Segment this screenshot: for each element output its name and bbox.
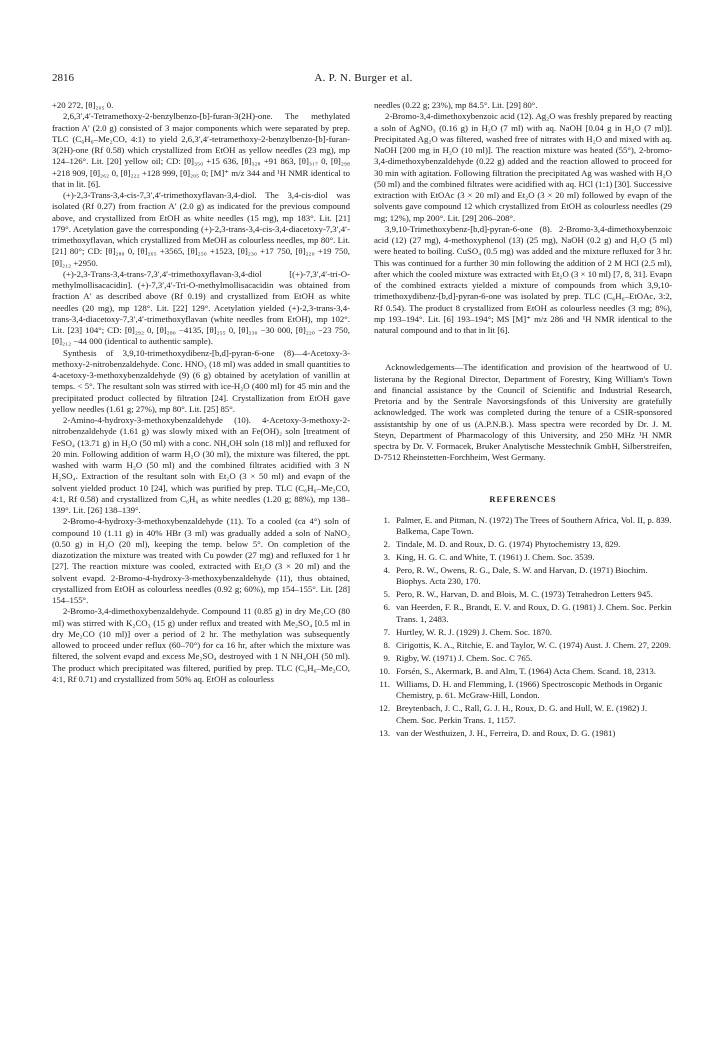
paragraph: 2-Bromo-3,4-dimethoxybenzaldehyde. Compound 11 (0.85 g) in dry Me₂CO (80 ml) was stirred with K₂CO₃ (15 g) under reflux and treated with Me₂SO₄ [0.5 ml in dry Me₂CO (10 ml)] over a period of 2 hr. The methylation was subsequently allowed to proceed under reflux (60–70°) for ca 16 hr, after which the mixture was filtered, the solvent evapd and excess Me₂SO₄ destroyed with 1 N NH₄OH (50 ml). The product which precipitated was filtered, purified by prep. TLC (C₆H₆–Me₂CO, 4:1, Rf 0.71) and crystallized from 50% aq. EtOH as colourless <box>52 606 350 684</box>
reference-text: Tindale, M. D. and Roux, D. G. (1974) Phytochemistry 13, 829. <box>396 539 621 550</box>
paragraph: (+)-2,3-Trans-3,4-trans-7,3′,4′-trimethoxyflavan-3,4-diol [(+)-7,3′,4′-tri-O-methylmollisacacidin]. (+)-7,3′,4′-Tri-O-methylmollisacacidin was obtained from fraction A′ as described above (Rf 0.19) and crystallized from EtOH as white needles (20 mg), mp 128°. Lit. [22] 129°. Acetylation yielded (+)-2,3-trans-3,4-trans-3,4-diacetoxy-7,3′,4′-trimethoxyflavan (white needles from EtOH), mp 102°. Lit. [23] 104°; CD: [θ]₂₉₂ 0, [θ]₂₈₀ −4135, [θ]₂₅₅ 0, [θ]₂₃₀ −30 000, [θ]₂₂₀ −23 750, [θ]₂₁₂ −44 000 (identical to authentic sample). <box>52 268 350 347</box>
reference-number: 2. <box>383 539 390 550</box>
reference-number: 13. <box>379 727 390 738</box>
reference-number: 6. <box>383 602 390 613</box>
right-column <box>374 100 672 741</box>
reference-item <box>374 653 672 664</box>
paragraph: Synthesis of 3,9,10-trimethoxydibenz-[b,d]-pyran-6-one (8)—4-Acetoxy-3-methoxy-2-nitrobenzaldehyde. Conc. HNO₃ (18 ml) was added in small quantities to 4-acetoxy-3-methoxybenzaldehyde (9) (6 g) obtained by acetylation of vanillin at temps. < 5°. The resultant soln was stirred with ice-H₂O (400 ml) for 45 min and the precipitated product collected by filtration [24]. Crystallization from EtOH gave yellow needles (1.61 g; 27%), mp 80°. Lit. [25] 85°. <box>52 347 350 414</box>
reference-item <box>374 539 672 550</box>
reference-item <box>374 627 672 638</box>
paragraph: 3,9,10-Trimethoxybenz-[b,d]-pyran-6-one (8). 2-Bromo-3,4-dimethoxybenzoic acid (12) (27 mg), 4-methoxyphenol (13) (25 mg), NaOH (0.2 g) and H₂O (5 ml) were heated to boiling. CuSO₄ (0.5 mg) was added and the mixture refluxed for 3 hr. This was continued for a further 30 min following the addition of 2 M HCl (2.5 ml), after which the cooled mixture was extracted with Et₂O (3 × 10 ml) [7, 8, 31]. Evapn of the combined extracts yielded a mixture of compounds from which 3,9,10-trimethoxydibenz-[b,d]-pyran-6-one was isolated by prep. TLC (C₆H₆–EtOAc, 3:2, Rf 0.54). The product 8 crystallized from EtOH as colourless needles (3 mg; 8%), mp 193–194°. Lit. [6] 193–194°; MS [M]⁺ m/z 286 and ¹H NMR identical to the natural compound and to that in lit [6]. <box>374 223 672 335</box>
reference-text: Pero, R. W., Harvan, D. and Blois, M. C. (1973) Tetrahedron Letters 945. <box>396 589 653 600</box>
reference-item <box>374 666 672 677</box>
reference-number: 9. <box>383 652 390 663</box>
reference-item <box>374 679 672 702</box>
reference-item <box>374 515 672 538</box>
reference-text: King, H. G. C. and White, T. (1961) J. Chem. Soc. 3539. <box>396 552 595 563</box>
reference-item <box>374 640 672 651</box>
reference-text: Forsén, S., Akermark, B. and Alm, T. (1964) Acta Chem. Scand. 18, 2313. <box>396 665 656 676</box>
reference-item <box>374 589 672 600</box>
reference-text: Hurtley, W. R. J. (1929) J. Chem. Soc. 1870. <box>396 626 552 637</box>
reference-number: 3. <box>383 552 390 563</box>
paragraph: 2,6,3′,4′-Tetramethoxy-2-benzylbenzo-[b]-furan-3(2H)-one. The methylated fraction A′ (2.0 g) consisted of 3 major components which were separated by prep. TLC (C₆H₆–Me₂CO, 4:1) to yield 2,6,3′,4′-tetramethoxy-2-benzylbenzo-[b]-furan-3(2H)-one (Rf 0.58) which crystallized from EtOH as yellow needles (23 mg), mp 124–126°. Lit. [20] yellow oil; CD: [θ]₃₅₀ +15 636, [θ]₃₂₈ +91 863, [θ]₃₁₇ 0, [θ]₂₉₈ +218 909, [θ]₂₆₂ 0, [θ]₂₂₂ +128 999, [θ]₂₀₅ 0; [M]⁺ m/z 344 and ¹H NMR identical to that in lit. [6]. <box>52 111 350 189</box>
references-heading: REFERENCES <box>489 493 557 504</box>
reference-text: Cirigottis, K. A., Ritchie, E. and Taylor, W. C. (1974) Aust. J. Chem. 27, 2209. <box>396 639 671 650</box>
paragraph: 2-Amino-4-hydroxy-3-methoxybenzaldehyde (10). 4-Acetoxy-3-methoxy-2-nitrobenzaldehyde (1.61 g) was slowly mixed with an Fe(OH)₂ soln [treatment of FeSO₄ (13.71 g) in H₂O (50 ml) with a conc. NH₄OH soln (18 ml)] and refluxed for 20 min. Following addition of warm H₂O (30 ml), the mixture was filtered, the ppt. washed with warm H₂O (50 ml) and the combined filtrates acidified with 3 N H₂SO₄. Extraction of the resultant soln with Et₂O (3 × 50 ml) and evapn of the solvent yielded product 10 [24], which was purified by prep. TLC (C₆H₆–Me₂CO, 4:1, Rf 0.58) and crystallized from C₆H₆ as white needles (1.20 g; 88%), mp 138–139°. Lit. [26] 138–139°. <box>52 415 350 515</box>
paragraph: +20 272, [θ]₂₀₅ 0. <box>52 100 114 110</box>
page-number: 2816 <box>52 72 74 84</box>
reference-text: Williams, D. H. and Flemming, I. (1966) Spectroscopic Methods in Organic Chemistry, p. 61. McGraw-Hill, London. <box>396 678 663 701</box>
reference-item <box>374 602 672 625</box>
paragraph: (+)-2,3-Trans-3,4-cis-7,3′,4′-trimethoxyflavan-3,4-diol. The 3,4-cis-diol was isolated (Rf 0.27) from fraction A′ (2.0 g) as indicated for the previous compound above, and crystallized from EtOH as white needles (15 mg), mp 183°. Lit. [21] 179°. Acetylation gave the corresponding (+)-2,3-trans-3,4-cis-3,4-diacetoxy-7,3′,4′-trimethoxyflavan, which crystallized from MeOH as colourless needles, mp 80°. Lit. [21] 80°; CD: [θ]₂₈₀ 0, [θ]₂₆₅ +3565, [θ]₂₅₀ +1523, [θ]₂₃₀ +17 750, [θ]₂₂₀ +19 750, [θ]₂₁₂ +2950. <box>52 190 350 268</box>
reference-text: Palmer, E. and Pitman, N. (1972) The Trees of Southern Africa, Vol. II, p. 839. Balkema, Cape Town. <box>396 514 672 536</box>
reference-number: 7. <box>383 626 390 637</box>
reference-text: Breytenbach, J. C., Rall, G. J. H., Roux, D. G. and Hull, W. E. (1982) J. Chem. Soc. Perkin Trans. 1, 1157. <box>396 703 648 725</box>
reference-item <box>374 565 672 588</box>
reference-number: 5. <box>383 589 390 600</box>
reference-item <box>374 728 672 739</box>
reference-item <box>374 552 672 563</box>
reference-text: van Heerden, F. R., Brandt, E. V. and Roux, D. G. (1981) J. Chem. Soc. Perkin Trans. 1, 2483. <box>396 602 672 624</box>
reference-number: 1. <box>383 514 390 525</box>
reference-number: 10. <box>379 665 390 676</box>
page-header <box>52 70 675 86</box>
acknowledgements: Acknowledgements—The identification and provision of the heartwood of U. listerana by the Regional Director, Department of Forestry, King William's Town and financial assistance by the Council of Scientific and Industrial Research, Pretoria and by the Sentrale Navorsingsfonds of this University are gratefully acknowledged. The work was completed during the tenure of a CSIR-sponsored assistantship by one of us (A.P.N.B.). Mass spectra were recorded by Dr. J. M. Steyn, Department of Pharmacology of this University, and 250 MHz ¹H NMR spectra by Dr. V. Formacek, Bruker Analytische Messtechnik GmbH, Silberstreifen, D-7512 Rheinstetten-Forchheim, West Germany. <box>374 362 672 463</box>
paragraph: 2-Bromo-4-hydroxy-3-methoxybenzaldehyde (11). To a cooled (ca 4°) soln of compound 10 (1.11 g) in 40% HBr (3 ml) was gradually added a soln of NaNO₂ (0.50 g) in H₂O (20 ml), keeping the temp. below 5°. On completion of the diazotization the mixture was treated with Cu powder (27 mg) and refluxed for 1 hr [27]. The reaction mixture was cooled, extracted with Et₂O (3 × 20 ml) and the solvent evapd. 2-Bromo-4-hydroxy-3-methoxybenzaldehyde (11), thus obtained, crystallized from EtOH as colourless needles (0.92 g; 60%), mp 154–155°. Lit. [28] 154–155°. <box>52 516 350 605</box>
paragraph: needles (0.22 g; 23%), mp 84.5°. Lit. [29] 80°. <box>374 100 538 110</box>
reference-list <box>374 515 672 739</box>
reference-number: 8. <box>383 639 390 650</box>
left-column <box>52 100 350 685</box>
reference-number: 4. <box>383 565 390 576</box>
running-head: A. P. N. Burger et al. <box>314 72 413 84</box>
reference-number: 11. <box>379 678 390 689</box>
reference-text: van der Westhuizen, J. H., Ferreira, D. and Roux, D. G. (1981) <box>396 727 616 738</box>
reference-text: Rigby, W. (1971) J. Chem. Soc. C 765. <box>396 652 533 663</box>
reference-text: Pero, R. W., Owens, R. G., Dale, S. W. and Harvan, D. (1971) Biochim. Biophys. Acta 230, 170. <box>396 565 648 587</box>
reference-item <box>374 703 672 726</box>
reference-number: 12. <box>379 703 390 714</box>
paragraph: 2-Bromo-3,4-dimethoxybenzoic acid (12). Ag₂O was freshly prepared by reacting a soln of AgNO₃ (0.16 g) in H₂O (7 ml) with aq. NaOH [0.04 g in H₂O (7 ml)]. Precipitated Ag₂O was filtered, washed free of nitrates with H₂O and mixed with aq. NaOH [200 mg in H₂O (10 ml)]. The reaction mixture was heated (55°), 2-bromo-3,4-dimethoxybenzaldehyde (0.22 g) added and the reaction allowed to proceed for 30 min with agitation. Following filtration the precipitated Ag was washed with H₂O (50 ml) and the combined filtrates were acidified with aq. HCl (1:1) [30]. Successive extraction with EtOAc (3 × 20 ml) and Et₂O (3 × 20 ml) followed by evapn of the solvents gave compound 12 which crystallized from EtOH as colourless needles (29 mg; 12%), mp 200°. Lit. [29] 206–208°. <box>374 111 672 223</box>
